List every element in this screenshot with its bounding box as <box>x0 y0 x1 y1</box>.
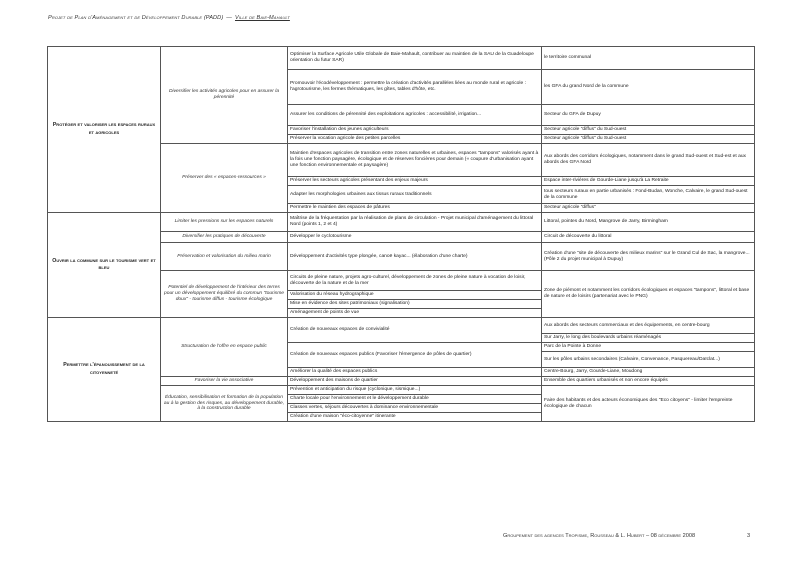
location-cell: Secteur agricole "diffus" <box>542 204 755 213</box>
orientation-label: Structuration de l'offre en espace public <box>161 318 288 377</box>
action-cell: Permettre le maintien des espaces de pâtures <box>288 204 542 213</box>
location-cell: Sur les pôles urbains secondaires (Calvaire, Convenance, Pasquereau/Daïclat...) <box>542 352 755 368</box>
padd-table-body <box>48 47 755 422</box>
location-cell: Sur Jarry, le long des boulevards urbains réaménagés <box>542 334 755 343</box>
table-row <box>48 213 755 232</box>
action-cell: Maîtrise de la fréquentation par la réalisation de plans de circulation - Projet municipal d'aménagement du littoral Nord (points 1, 2 et 4) <box>288 213 542 232</box>
action-cell: Prévention et anticipation du risque (cyclonique, sismique...) <box>288 386 542 395</box>
footer-credit: Groupement des agences Tropisme, Rousseau & L. Hubert – 08 décembre 2008 <box>503 533 696 539</box>
location-cell: Circuit de découverte du littoral <box>542 232 755 243</box>
orientation-label: Diversifier les activités agricoles pour en assurer la pérennité <box>161 47 288 144</box>
action-cell: Préserver les secteurs agricoles présentant des enjeux majeurs <box>288 177 542 186</box>
location-cell: Aux abords des corridors écologiques, notamment dans le grand Sud-ouest et Sud-est et aux abords des GFA Nord <box>542 144 755 177</box>
action-cell: Création d'une maison "éco-citoyenne" itinerante <box>288 413 542 422</box>
action-cell: Création de nouveaux espaces de convivialité <box>288 318 542 343</box>
location-cell: Faire des habitants et des acteurs économiques des "Eco citoyens" - limiter l'empreinte écologique de chacun <box>542 386 755 422</box>
location-cell: Création d'une "site de découverte des milieux marins" sur le Grand Cul de Sac, la mangrove... (Pôle 2 du projet municipal à Dupuy) <box>542 243 755 271</box>
action-cell: Aménagement de points de vue <box>288 309 542 318</box>
orientation-label: Éducation, sensibilisation et formation de la population au à la gestion des risques, au développement durable, à la construction durable <box>161 386 288 422</box>
axis-title: Protéger et valoriser les espaces ruraux et agricoles <box>48 47 161 213</box>
action-cell: Développer le cyclotourisme <box>288 232 542 243</box>
axis-title: Permettre l'épanouissement de la citoyenneté <box>48 318 161 422</box>
header-separator: — <box>226 15 232 21</box>
action-cell: Classes vertes, séjours découvertes à dominance environnementale <box>288 404 542 413</box>
orientation-label: Potentiel de développement de l'intérieur des terres pour un développement équilibré du commun "tourisme doux" - tourisme diffus - tourisme écologique <box>161 271 288 318</box>
action-cell: Circuits de pleine nature, projets agro-culturel, développement de zones de pleine nature à vocation de loisir, découverte de la nature et de la mer <box>288 271 542 291</box>
action-cell: Préserver la vocation agricole des petites parcelles <box>288 135 542 144</box>
padd-table <box>47 46 755 422</box>
action-cell: Améliorer la qualité des espaces publics <box>288 368 542 377</box>
document-title: Projet de Plan d'Aménagement et de Développement Durable (PADD) <box>48 15 224 21</box>
orientation-label: Préserver des « espaces-ressources » <box>161 144 288 213</box>
location-cell: Aux abords des secteurs commerciaux et des équipements, en centre-bourg <box>542 318 755 334</box>
action-cell: Favoriser l'installation des jeunes agriculteurs <box>288 126 542 135</box>
action-cell: Développement d'activités type plongée, canoë kayac... (élaboration d'une charte) <box>288 243 542 271</box>
action-cell: Optimiser la Surface Agricole Utile Globale de Baie-Mahault, contribuer au maintien de la SAU de la Guadeloupe orientation du futur SAR) <box>288 47 542 70</box>
location-cell: Centre-Bourg, Jarry, Gourde-Liane, Moudong <box>542 368 755 377</box>
orientation-label: Diversifier les pratiques de découverte <box>161 232 288 243</box>
action-cell: Adapter les morphologies urbaines aux tissus ruraux traditionnels <box>288 186 542 204</box>
action-cell: Développement des maisons de quartier <box>288 377 542 386</box>
location-cell: Zone de piémont et notamment les corridors écologiques et espaces "tampons", littoral et base de nature et de loisirs (partenariat avec le PNG) <box>542 271 755 318</box>
location-cell: les GFA du grand Nord de la commune <box>542 70 755 105</box>
location-cell: Secteur agricole "diffus" du Sud-ouest <box>542 135 755 144</box>
action-cell: Création de nouveaux espaces publics (Favoriser l'émergence de pôles de quartier) <box>288 343 542 368</box>
page-header <box>48 15 290 21</box>
location-cell: Secteur du GFA de Dupuy <box>542 105 755 126</box>
city-name: Ville de Baie-Mahault <box>234 15 290 21</box>
location-cell: Ensemble des quartiers urbanisés et non encore équipés <box>542 377 755 386</box>
location-cell: le territoire communal <box>542 47 755 70</box>
location-cell: Espace inter-rivières de Gourde-Liane jusqu'à La Retraite <box>542 177 755 186</box>
location-cell: tous secteurs ruraux en partie urbanisés : Fond-Budan, Wonche, Calvaire, le grand Sud-ouest de la commune <box>542 186 755 204</box>
action-cell: Charte locale pour l'environnement et le développement durable <box>288 395 542 404</box>
action-cell: Maintien d'espaces agricoles de transition entre zones naturelles et urbaines, espaces "tampons" valorisés ayant à la fois une fonction paysagère, écologique et de réserves foncières pour demain (« coupure d'urbanisation ayant une fonction environnementale et paysagère) <box>288 144 542 177</box>
action-cell: Mise en évidence des sites patrimoniaux (signalisation) <box>288 300 542 309</box>
table-row <box>48 318 755 334</box>
orientation-label: Favoriser la vie associative <box>161 377 288 386</box>
action-cell: Assurer les conditions de pérennité des exploitations agricoles : accessibilité, irrigation... <box>288 105 542 126</box>
action-cell: Valorisation du réseau hydrographique <box>288 291 542 300</box>
location-cell: Secteur agricole "diffus" du Sud-ouest <box>542 126 755 135</box>
table-row <box>48 47 755 70</box>
location-cell: Parc de la Pointe à Donne <box>542 343 755 352</box>
orientation-label: Limiter les pressions sur les espaces naturels <box>161 213 288 232</box>
action-cell: Promouvoir l'écodéveloppement : permettre la création d'activités parallèles liées au monde rural et agricole : l'agrotourisme, les fermes thématiques, les gîtes, tables d'hôte, etc. <box>288 70 542 105</box>
location-cell: Littoral, pointes du Nord, Mangrove de Jarry, Birmingham <box>542 213 755 232</box>
page-number: 3 <box>747 533 751 539</box>
orientation-label: Préservation et valorisation du milieu marin <box>161 243 288 271</box>
axis-title: Ouvrir la commune sur le tourisme vert et bleu <box>48 213 161 318</box>
